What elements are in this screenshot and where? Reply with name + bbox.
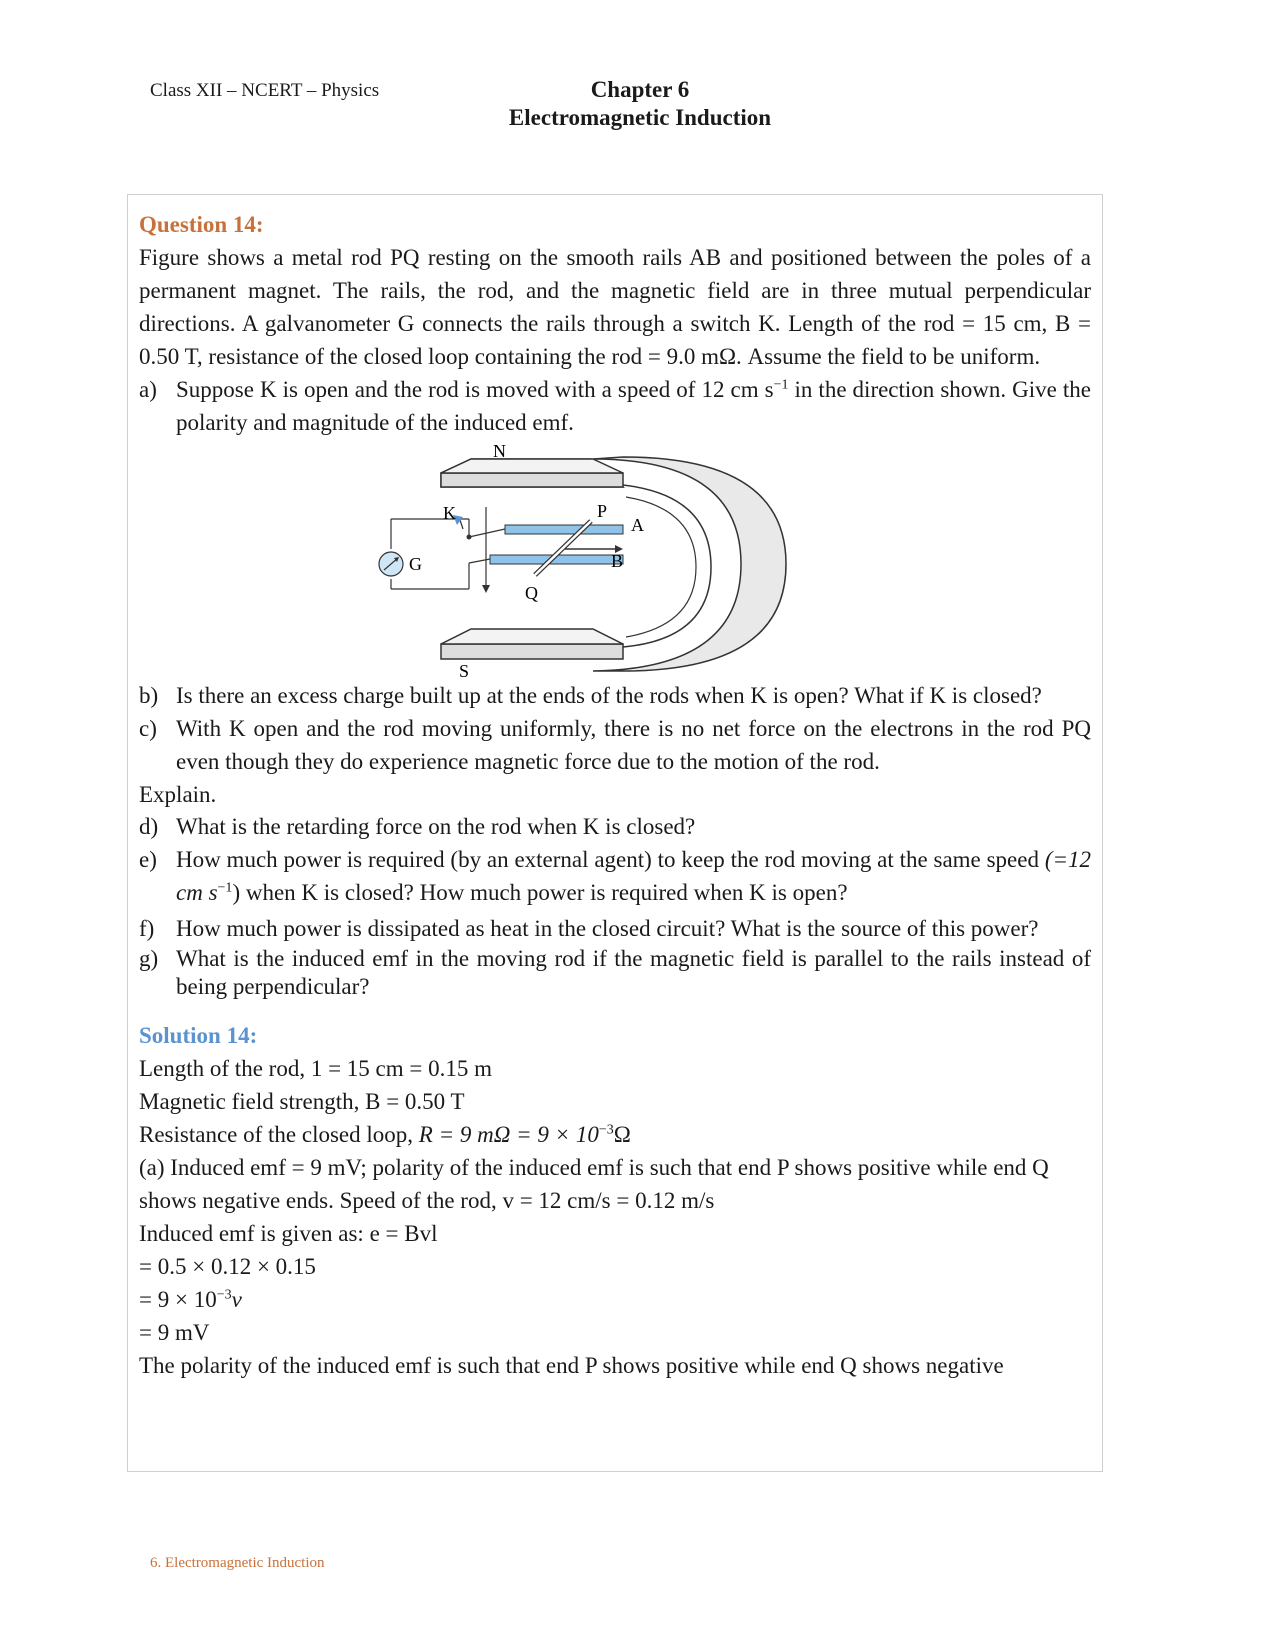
solution-line-4: (a) Induced emf = 9 mV; polarity of the induced emf is such that end P shows positive while end Q shows negative ends. Speed of the rod, v = 12 cm/s = 0.12 m/s <box>139 1155 1049 1213</box>
part-a-label: a) <box>139 377 157 402</box>
explain-text: Explain. <box>139 782 217 807</box>
part-e-label: e) <box>139 847 157 872</box>
solution-line-6: = 0.5 × 0.12 × 0.15 <box>139 1254 316 1279</box>
solution-line-8: = 9 mV <box>139 1320 210 1345</box>
question-part-a <box>139 373 1091 439</box>
label-end-q: Q <box>525 583 538 603</box>
part-g-text: What is the induced emf in the moving rod if the magnetic field is parallel to the rails instead of being perpendicular? <box>176 946 1091 999</box>
label-galvanometer-g: G <box>409 554 422 574</box>
question-part-d <box>139 813 1091 841</box>
label-switch-k: K <box>443 503 456 523</box>
label-rail-b: B <box>611 551 624 571</box>
question-part-e <box>139 843 1091 909</box>
solution-line-7: = $9 \times 10^{-3}v$ <box>139 1287 242 1312</box>
question-intro: Figure shows a metal rod PQ resting on the smooth rails AB and positioned between the poles of a permanent magnet. The rails, the rod, and the magnetic field are in three mutual perpendicular directions. A galvanometer G connects the rails through a switch K. Length of the rod = 15 cm, B = 0.50 T, resistance of the closed loop containing the rod = 9.0 mΩ. Assume the field to be uniform. <box>139 245 1091 369</box>
magnet-diagram <box>231 439 791 679</box>
question-part-f <box>139 915 1091 943</box>
part-f-label: f) <box>139 916 155 941</box>
chapter-title: Electromagnetic Induction <box>508 105 772 130</box>
part-c-text: With K open and the rod moving uniformly, there is no net force on the electrons in the rod PQ even though they do experience magnetic force due to the motion of the rod. <box>176 716 1091 774</box>
chapter-number: Chapter 6 <box>590 77 690 102</box>
label-end-p: P <box>597 501 608 521</box>
label-north: N <box>493 441 506 461</box>
part-b-text: Is there an excess charge built up at the ends of the rods when K is open? What if K is closed? <box>176 683 1042 708</box>
solution-title: Solution 14: <box>139 1023 258 1048</box>
footer-chapter-label: 6. Electromagnetic Induction <box>150 1555 325 1571</box>
question-title: Question 14: <box>139 212 264 237</box>
question-part-b <box>139 679 1091 712</box>
header-class-label: Class XII – NCERT – Physics <box>150 80 380 101</box>
content <box>139 208 1091 1382</box>
label-south: S <box>459 661 470 679</box>
part-c-label: c) <box>139 716 157 741</box>
magnet-rail-figure <box>139 439 1091 679</box>
question-part-c <box>139 712 1091 778</box>
solution-line-2: Magnetic field strength, B = 0.50 T <box>139 1089 465 1114</box>
part-d-text: What is the retarding force on the rod when K is closed? <box>176 814 696 839</box>
part-d-label: d) <box>139 814 159 839</box>
label-rail-a: A <box>631 515 644 535</box>
part-e-text: How much power is required (by an external agent) to keep the rod moving at the same speed (=12 cm $s^{-1}$) when K is closed? How much power is required when K is open? <box>176 847 1091 905</box>
solution-line-3: Resistance of the closed loop, R = 9 $m\Omega = 9 \times 10^{-3}\Omega$ <box>139 1122 631 1147</box>
part-a-text: Suppose K is open and the rod is moved with a speed of 12 cm $s^{-1}$ in the direction shown. Give the polarity and magnitude of the induced emf. <box>176 377 1091 435</box>
solution-line-1: Length of the rod, 1 = 15 cm = 0.15 m <box>139 1056 492 1081</box>
solution-line-5: Induced emf is given as: e = Bvl <box>139 1221 438 1246</box>
part-b-label: b) <box>139 683 159 708</box>
solution-line-9: The polarity of the induced emf is such that end P shows positive while end Q shows negative <box>139 1353 1004 1378</box>
part-g-label: g) <box>139 946 159 971</box>
part-f-text: How much power is dissipated as heat in the closed circuit? What is the source of this power? <box>176 916 1039 941</box>
header-chapter <box>440 76 840 132</box>
question-part-g <box>139 945 1091 1001</box>
